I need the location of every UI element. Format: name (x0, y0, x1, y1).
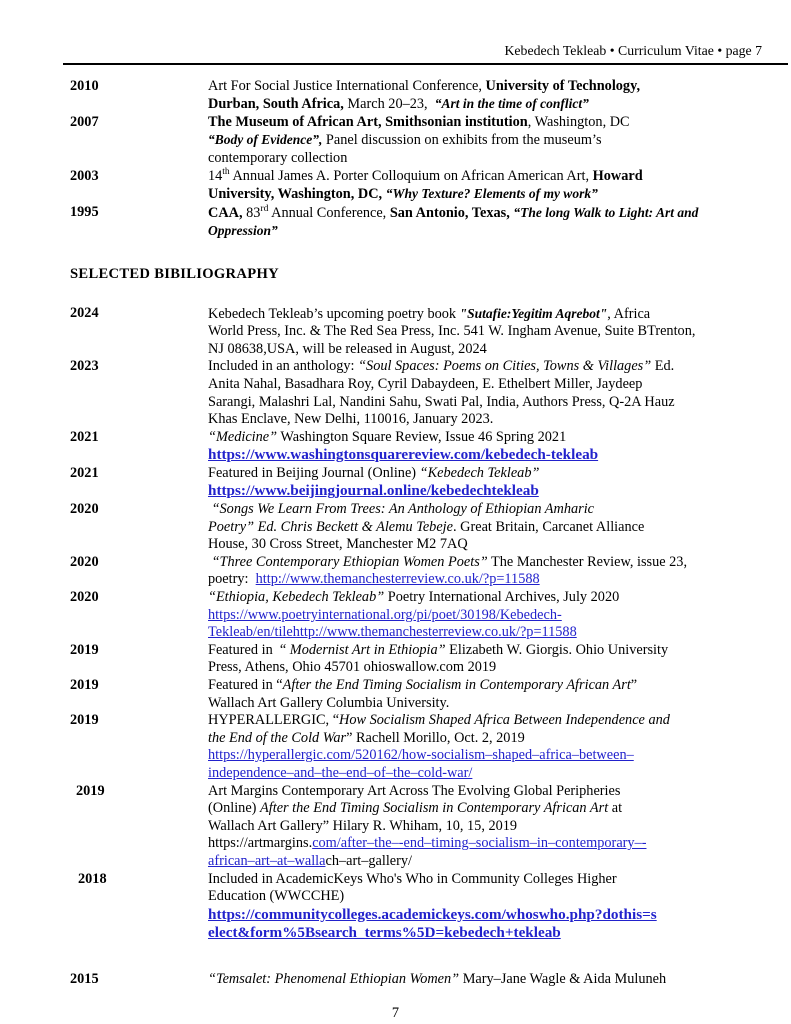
cv-entry (70, 971, 746, 989)
cv-entry (70, 783, 746, 871)
content-area (70, 78, 746, 989)
text-segment: “Art in the time of conflict” (434, 96, 589, 112)
text-segment: Included in an anthology: (208, 358, 359, 375)
text-segment: Anita Nahal, Basadhara Roy, Cyril Dabaydeen, E. Ethelbert Miller, Jaydeep (208, 375, 643, 392)
text-segment: Included in AcademicKeys Who's Who in Community Colleges Higher (208, 870, 617, 887)
cv-entry (70, 114, 746, 168)
text-segment: Wallach Art Gallery” Hilary R. Whiham, 10, 15, 2019 (208, 817, 518, 834)
cv-entry (70, 712, 746, 782)
entry-year: 2010 (70, 77, 99, 94)
cv-entry (70, 589, 746, 642)
section-heading: SELECTED BIBILIOGRAPHY (70, 265, 279, 282)
text-segment: Ed. (651, 358, 675, 375)
cv-entry (70, 465, 746, 501)
entry-body (208, 168, 746, 204)
entry-body (208, 871, 746, 943)
header-text: Kebedech Tekleab • Curriculum Vitae • page 7 (504, 43, 762, 58)
hyperlink[interactable]: https://communitycolleges.academickeys.com/whoswho.php?dothis=s (208, 905, 657, 923)
hyperlink[interactable]: independence–and–the–end–of–the–cold-war/ (208, 764, 473, 781)
entry-year: 2024 (70, 304, 99, 321)
text-segment: , Africa (607, 305, 651, 322)
text-segment: “Kebedech Tekleab” (419, 464, 540, 481)
text-segment: https://artmargins. (208, 835, 313, 852)
hyperlink[interactable]: https://www.poetryinternational.org/pi/poet/30198/Kebedech- (208, 606, 562, 623)
text-segment: The Museum of African Art, Smithsonian institution (208, 113, 528, 130)
text-segment: Modernist Art in Ethiopia” (289, 641, 446, 658)
cv-entry (70, 501, 746, 554)
entry-year: 2021 (70, 464, 99, 481)
text-segment: Annual Conference, (268, 204, 390, 221)
entry-body (208, 465, 746, 501)
text-segment: contemporary collection (208, 149, 348, 166)
text-segment: “Medicine” (208, 428, 278, 445)
entry-year: 2003 (70, 167, 99, 184)
text-segment: Annual James A. Porter Colloquium on African American Art, (229, 167, 593, 184)
entry-year: 2007 (70, 113, 99, 130)
text-segment: House, 30 Cross Street, Manchester M2 7AQ (208, 536, 468, 553)
entry-body (208, 501, 746, 554)
hyperlink[interactable]: https://www.washingtonsquarereview.com/kebedech-tekleab (208, 446, 599, 464)
cv-entry (70, 554, 746, 589)
hyperlink[interactable]: Tekleab/en/tilehttp://www.themanchesterreview.co.uk/?p=11588 (208, 624, 577, 641)
text-segment: "Sutafie:Yegitim Aqrebot" (459, 305, 608, 321)
text-segment: ch–art–gallery/ (325, 852, 413, 869)
text-segment: Durban, South Africa, (208, 96, 348, 113)
text-segment: “Why Texture? Elements of my work” (385, 186, 598, 202)
text-segment: Art For Social Justice International Conference, (208, 77, 486, 94)
entry-body (208, 783, 746, 871)
hyperlink[interactable]: com/after–the–-end–timing–socialism–in–contemporary–- (312, 835, 647, 852)
entry-year: 2019 (70, 641, 99, 658)
cv-entry (70, 677, 746, 712)
cv-entry (70, 429, 746, 465)
text-segment: Press, Athens, Ohio 45701 ohioswallow.com 2019 (208, 659, 497, 676)
text-segment: NJ 08638,USA, will be released in August, 2024 (208, 340, 487, 357)
entry-year: 2020 (70, 501, 99, 518)
cv-entry (70, 305, 746, 359)
text-segment: Featured in “ (208, 641, 290, 658)
entry-year: 2020 (70, 553, 99, 570)
text-segment: After the End Timing Socialism in Contemporary African Art (282, 677, 631, 693)
entry-year: 2018 (78, 870, 107, 887)
text-segment: th (222, 166, 230, 177)
entry-year: 2023 (70, 358, 99, 375)
text-segment: (Online) (208, 800, 261, 817)
text-segment: Poetry International Archives, July 2020 (384, 589, 620, 606)
page-header (63, 42, 788, 65)
text-segment: The Manchester Review, issue 23, (487, 553, 688, 570)
text-segment: “Temsalet: Phenomenal Ethiopian Women” (208, 970, 460, 987)
text-segment: 83 (246, 204, 261, 221)
text-segment: Khas Enclave, New Delhi, 110016, January 2023. (208, 411, 494, 428)
entry-body (208, 554, 746, 589)
entry-year: 2021 (70, 428, 99, 445)
entry-year: 2019 (70, 677, 99, 693)
text-segment: rd (260, 203, 269, 214)
cv-entry (70, 642, 746, 677)
section-bibliography (70, 305, 746, 989)
text-segment: How Socialism Shaped Africa Between Independence and (339, 712, 670, 729)
text-segment: ” Rachell Morillo, Oct. 2, 2019 (346, 729, 525, 746)
entry-body (208, 114, 746, 168)
text-segment: “Soul Spaces: Poems on Cities, Towns & Villages” (358, 358, 652, 375)
text-segment: . Great Britain, Carcanet Alliance (453, 518, 645, 535)
text-segment: , Washington, DC (527, 113, 630, 130)
text-segment: Kebedech Tekleab’s upcoming poetry book (208, 305, 460, 322)
cv-entry (70, 358, 746, 428)
text-segment: March 20–23, (347, 96, 435, 113)
entry-body (208, 971, 746, 989)
text-segment: “Ethiopia, Kebedech Tekleab” (208, 589, 385, 606)
text-segment: Featured in “ (208, 677, 283, 693)
text-segment: University of Technology, (485, 77, 641, 94)
hyperlink[interactable]: https://www.beijingjournal.online/kebedechtekleab (208, 482, 539, 500)
text-segment: HYPERALLERGIC, “ (208, 712, 340, 729)
text-segment: Howard (592, 167, 643, 184)
entry-year: 2019 (70, 712, 99, 729)
hyperlink[interactable]: https://hyperallergic.com/520162/how-socialism–shaped–africa–between– (208, 747, 634, 764)
text-segment: Oppression” (208, 223, 278, 239)
text-segment: Education (WWCCHE) (208, 888, 345, 905)
text-segment: “Three Contemporary Ethiopian Women Poets” (208, 553, 488, 570)
text-segment: “Songs We Learn From Trees: An Anthology of Ethiopian Amharic (208, 501, 595, 518)
hyperlink[interactable]: african–art–at–walla (208, 852, 326, 869)
entry-year: 1995 (70, 203, 99, 220)
entry-body (208, 358, 746, 428)
hyperlink[interactable]: elect&form%5Bsearch_terms%5D=kebedech+tekleab (208, 924, 561, 942)
hyperlink[interactable]: http://www.themanchesterreview.co.uk/?p=11588 (255, 571, 540, 588)
page-number: 7 (391, 1004, 400, 1021)
text-segment: Art Margins Contemporary Art Across The Evolving Global Peripheries (208, 782, 621, 799)
section-conferences (70, 78, 746, 241)
text-segment: CAA, (208, 204, 247, 221)
text-segment: the End of the Cold War (208, 729, 347, 746)
text-segment: Wallach Art Gallery Columbia University. (208, 694, 450, 711)
page-footer (0, 1005, 791, 1023)
text-segment: 14 (208, 167, 223, 184)
text-segment: Panel discussion on exhibits from the museum’s (322, 132, 602, 149)
text-segment: Sarangi, Malashri Lal, Nandini Sahu, Swati Pal, India, Authors Press, Q-2A Hauz (208, 393, 675, 410)
text-segment: Elizabeth W. Giorgis. Ohio University (445, 641, 669, 658)
text-segment: World Press, Inc. & The Red Sea Press, Inc. 541 W. Ingham Avenue, Suite BTrenton, (208, 323, 696, 340)
text-segment: ” (630, 677, 638, 693)
text-segment: Mary–Jane Wagle & Aida Muluneh (459, 970, 667, 987)
text-segment: poetry: (208, 571, 256, 588)
cv-entry (70, 204, 746, 241)
entry-body (208, 712, 746, 782)
entry-body (208, 589, 746, 642)
text-segment: Washington Square Review, Issue 46 Spring 2021 (277, 428, 567, 445)
entry-body (208, 642, 746, 677)
entry-year: 2015 (70, 970, 99, 987)
entry-body (208, 78, 746, 114)
text-segment: San Antonio, Texas, (389, 204, 514, 221)
text-segment: at (608, 800, 623, 817)
entry-body (208, 305, 746, 359)
entry-body (208, 429, 746, 465)
cv-entry (70, 168, 746, 204)
text-segment: “Body of Evidence”, (208, 132, 323, 148)
entry-year: 2019 (76, 782, 105, 799)
text-segment: “The long Walk to Light: Art and (513, 204, 699, 220)
sections-container (70, 78, 746, 989)
cv-entry (70, 78, 746, 114)
text-segment: University, Washington, DC, (208, 186, 386, 203)
entry-year: 2020 (70, 589, 99, 606)
entry-body (208, 677, 746, 712)
text-segment: Poetry” Ed. Chris Beckett & Alemu Tebeje (208, 518, 453, 535)
entry-body (208, 204, 746, 241)
text-segment: After the End Timing Socialism in Contemporary African Art (260, 800, 609, 817)
cv-entry (70, 871, 746, 943)
text-segment: Featured in Beijing Journal (Online) (208, 464, 420, 481)
